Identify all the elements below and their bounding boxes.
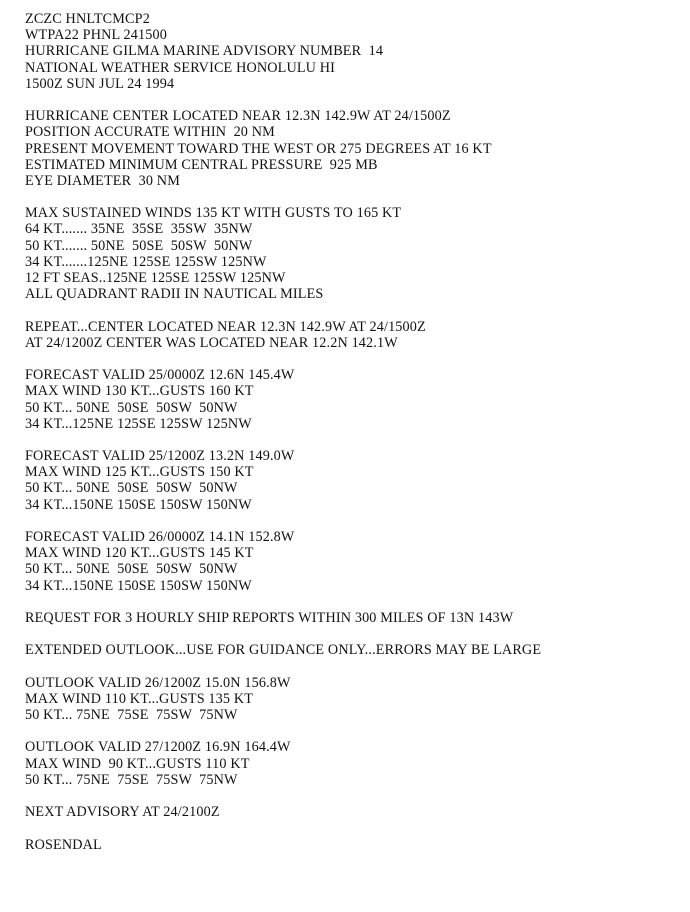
wind-radii-64kt: 64 KT....... 35NE 35SE 35SW 35NW — [25, 221, 253, 238]
forecast-radii-34kt: 34 KT...150NE 150SE 150SW 150NW — [25, 577, 252, 594]
forecast-block-2 — [25, 448, 685, 513]
forecast-radii-50kt: 50 KT... 50NE 50SE 50SW 50NW — [25, 561, 238, 578]
ship-report-request-block — [25, 610, 685, 626]
wmo-header: WTPA22 PHNL 241500 — [25, 27, 167, 44]
forecaster-name: ROSENDAL — [25, 836, 102, 853]
next-advisory-block — [25, 804, 685, 820]
outlook-max-wind: MAX WIND 90 KT...GUSTS 110 KT — [25, 755, 250, 772]
forecast-valid: FORECAST VALID 26/0000Z 14.1N 152.8W — [25, 529, 295, 545]
forecast-block-1 — [25, 367, 685, 432]
outlook-valid: OUTLOOK VALID 27/1200Z 16.9N 164.4W — [25, 739, 291, 756]
present-movement: PRESENT MOVEMENT TOWARD THE WEST OR 275 DEGREES AT 16 KT — [25, 140, 492, 157]
central-pressure: ESTIMATED MINIMUM CENTRAL PRESSURE 925 MB — [25, 156, 378, 173]
transmission-code: ZCZC HNLTCMCP2 — [25, 11, 150, 27]
outlook-radii-50kt: 50 KT... 75NE 75SE 75SW 75NW — [25, 771, 238, 788]
repeat-center-location: REPEAT...CENTER LOCATED NEAR 12.3N 142.9W AT 24/1500Z — [25, 318, 426, 335]
forecast-valid: FORECAST VALID 25/1200Z 13.2N 149.0W — [25, 448, 295, 465]
outlook-block-2 — [25, 739, 685, 788]
next-advisory: NEXT ADVISORY AT 24/2100Z — [25, 804, 220, 821]
forecast-radii-34kt: 34 KT...125NE 125SE 125SW 125NW — [25, 415, 252, 432]
forecast-max-wind: MAX WIND 130 KT...GUSTS 160 KT — [25, 383, 254, 400]
advisory-document — [25, 11, 685, 853]
header-block — [25, 11, 685, 92]
center-location: HURRICANE CENTER LOCATED NEAR 12.3N 142.9W AT 24/1500Z — [25, 108, 451, 125]
extended-outlook-block — [25, 642, 685, 658]
wind-radii-50kt: 50 KT....... 50NE 50SE 50SW 50NW — [25, 237, 253, 254]
outlook-block-1 — [25, 675, 685, 724]
outlook-radii-50kt: 50 KT... 75NE 75SE 75SW 75NW — [25, 707, 238, 724]
eye-diameter: EYE DIAMETER 30 NM — [25, 172, 180, 189]
extended-outlook-note: EXTENDED OUTLOOK...USE FOR GUIDANCE ONLY...ERRORS MAY BE LARGE — [25, 642, 542, 659]
previous-center-location: AT 24/1200Z CENTER WAS LOCATED NEAR 12.2N 142.1W — [25, 334, 398, 351]
forecast-max-wind: MAX WIND 125 KT...GUSTS 150 KT — [25, 464, 254, 481]
forecast-max-wind: MAX WIND 120 KT...GUSTS 145 KT — [25, 545, 254, 562]
outlook-valid: OUTLOOK VALID 26/1200Z 15.0N 156.8W — [25, 674, 291, 691]
max-sustained-winds: MAX SUSTAINED WINDS 135 KT WITH GUSTS TO 165 KT — [25, 205, 402, 222]
forecast-radii-34kt: 34 KT...150NE 150SE 150SW 150NW — [25, 496, 252, 513]
issue-time: 1500Z SUN JUL 24 1994 — [25, 75, 175, 92]
forecast-radii-50kt: 50 KT... 50NE 50SE 50SW 50NW — [25, 399, 238, 416]
issuing-office: NATIONAL WEATHER SERVICE HONOLULU HI — [25, 59, 336, 76]
current-position-block — [25, 108, 685, 189]
advisory-title: HURRICANE GILMA MARINE ADVISORY NUMBER 14 — [25, 43, 384, 60]
forecast-block-3 — [25, 529, 685, 594]
forecast-radii-50kt: 50 KT... 50NE 50SE 50SW 50NW — [25, 480, 238, 497]
seas-radii-12ft: 12 FT SEAS..125NE 125SE 125SW 125NW — [25, 270, 286, 286]
forecast-valid: FORECAST VALID 25/0000Z 12.6N 145.4W — [25, 367, 295, 384]
ship-report-request: REQUEST FOR 3 HOURLY SHIP REPORTS WITHIN 300 MILES OF 13N 143W — [25, 609, 514, 626]
radii-units-note: ALL QUADRANT RADII IN NAUTICAL MILES — [25, 286, 324, 303]
position-accuracy: POSITION ACCURATE WITHIN 20 NM — [25, 124, 275, 141]
outlook-max-wind: MAX WIND 110 KT...GUSTS 135 KT — [25, 690, 254, 707]
repeat-block — [25, 319, 685, 351]
wind-radii-block — [25, 205, 685, 302]
forecaster-block — [25, 837, 685, 853]
wind-radii-34kt: 34 KT.......125NE 125SE 125SW 125NW — [25, 253, 267, 270]
